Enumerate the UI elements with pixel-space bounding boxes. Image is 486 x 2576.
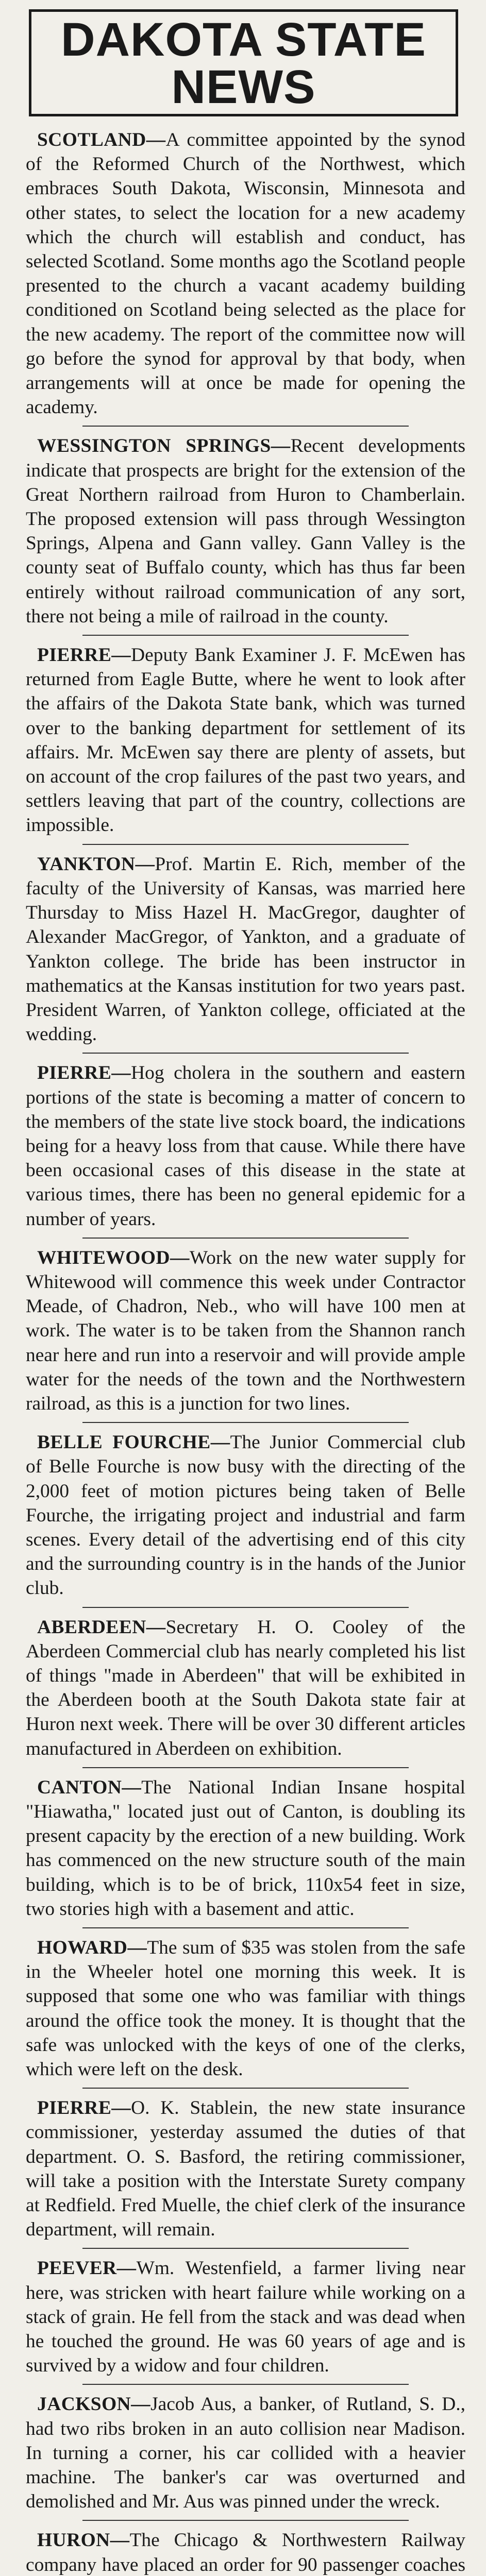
section-masthead bbox=[29, 9, 458, 116]
news-body: Deputy Bank Examiner J. F. McEwen has returned from Eagle Butte, where he went to look after the affairs of the Dakota State bank, which was turned over to the banking department for settlement of its affairs. Mr. McEwen say there are plenty of assets, but on account of the crop failures of the past two years, and settlers leaving that part of the country, collections are impossible. bbox=[26, 645, 465, 836]
news-body: Work on the new water supply for Whitewood will commence this week under Contractor Meade, of Chadron, Neb., who will have 100 men at work. The water is to be taken from the Shannon ranch near here and run into a reservoir and will provide ample water for the needs of the town and the Northwestern railroad, as this is a junction for two lines. bbox=[26, 1247, 465, 1414]
item-divider bbox=[82, 426, 409, 427]
news-item bbox=[26, 1775, 465, 1921]
item-divider bbox=[82, 1767, 409, 1768]
item-divider bbox=[82, 1422, 409, 1423]
news-body: The Junior Commercial club of Belle Fourche is now busy with the directing of the 2,000 feet of motion pictures being taken of Belle Fourche, the irrigating project and industrial and farm scenes. Every detail of the advertising end of this city and the surrounding country is in the hands of the Junior club. bbox=[26, 1432, 466, 1599]
news-item bbox=[26, 1061, 465, 1231]
item-divider bbox=[82, 1238, 409, 1239]
news-item bbox=[26, 1246, 465, 1416]
news-body: Jacob Aus, a banker, of Rutland, S. D., had two ribs broken in an auto collision near Madison. In turning a corner, his car collided with a heavier machine. The banker's car was overturned and demolished and Mr. Aus was pinned under the wreck. bbox=[26, 2394, 465, 2513]
news-item bbox=[26, 852, 465, 1047]
item-divider bbox=[82, 2088, 409, 2089]
news-body: Prof. Martin E. Rich, member of the faculty of the University of Kansas, was married here Thursday to Miss Hazel H. MacGregor, daughter of Alexander MacGregor, of Yankton, and a graduate of Yankton college. The bride has been instructor in mathematics at the Kansas institution for two years past. President Warren, of Yankton college, officiated at the wedding. bbox=[26, 853, 465, 1045]
news-body: The National Indian Insane hospital "Hiawatha," located just out of Canton, is doubling its present capacity by the erection of a new building. Work has commenced on the new structure south of the main building, which is to be of brick, 110x54 feet in size, two stories high with a basement and attic. bbox=[26, 1776, 465, 1920]
item-divider bbox=[82, 1607, 409, 1608]
news-dateline: WESSINGTON SPRINGS— bbox=[37, 435, 291, 457]
news-dateline: PIERRE— bbox=[37, 645, 131, 666]
news-item bbox=[26, 2096, 465, 2242]
news-item bbox=[26, 1615, 465, 1761]
news-dateline: PEEVER— bbox=[37, 2258, 137, 2279]
news-dateline: WHITEWOOD— bbox=[37, 1247, 190, 1268]
news-dateline: PIERRE— bbox=[37, 1062, 131, 1084]
item-divider bbox=[82, 844, 409, 845]
news-body: O. K. Stablein, the new state insurance commissioner, yesterday assumed the duties of that department. O. S. Basford, the retiring commissioner, will take a position with the Interstate Surety company at Redfield. Fred Muelle, the chief clerk of the insurance department, will remain. bbox=[26, 2097, 465, 2241]
news-dateline: SCOTLAND— bbox=[37, 129, 166, 150]
item-divider bbox=[82, 2384, 409, 2385]
news-item bbox=[26, 434, 465, 629]
item-divider bbox=[82, 2248, 409, 2249]
news-item bbox=[26, 643, 465, 838]
news-item bbox=[26, 128, 465, 419]
news-dateline: HURON— bbox=[37, 2530, 130, 2551]
news-body: Wm. Westenfield, a farmer living near here, was stricken with heart failure while working on a stack of grain. He fell from the stack and was dead when he touched the ground. He was 60 years of age and is survived by a widow and four children. bbox=[26, 2258, 465, 2377]
news-item bbox=[26, 2256, 465, 2378]
news-body: The sum of $35 was stolen from the safe in the Wheeler hotel one morning this week. It is supposed that some one who was familiar with things around the office took the money. It is thought that the safe was unlocked with the keys of one of the clerks, which were left on the desk. bbox=[26, 1937, 465, 2080]
item-divider bbox=[82, 635, 409, 636]
news-body: Recent developments indicate that prospects are bright for the extension of the Great Northern railroad from Huron to Chamberlain. The proposed extension will pass through Wessington Springs, Alpena and Gann valley. Gann Valley is the county seat of Buffalo county, which has thus far been entirely without railroad communication of any sort, there not being a mile of railroad in the county. bbox=[26, 435, 465, 627]
news-body: A committee appointed by the synod of the Reformed Church of the Northwest, which embraces South Dakota, Wisconsin, Minnesota and other states, to select the location for a new academy which the church will establish and conduct, has selected Scotland. Some months ago the Scotland people presented to the church a vacant academy building conditioned on Scotland being selected as the place for the new academy. The report of the committee now will go before the synod for approval by that body, when arrangements will at once be made for opening the academy. bbox=[26, 129, 465, 418]
item-divider bbox=[82, 1053, 409, 1054]
news-dateline: CANTON— bbox=[37, 1776, 142, 1798]
item-divider bbox=[82, 1927, 409, 1928]
news-body: Hog cholera in the southern and eastern portions of the state is becoming a matter of concern to the members of the state live stock board, the indications being for a heavy loss from that cause. While there have been occasional cases of this disease in the state at various times, there has been no general epidemic for a number of years. bbox=[26, 1062, 465, 1230]
news-item bbox=[26, 2392, 465, 2514]
news-dateline: ABERDEEN— bbox=[37, 1616, 166, 1638]
news-dateline: JACKSON— bbox=[37, 2394, 151, 2415]
item-divider bbox=[82, 2520, 409, 2521]
news-column bbox=[26, 128, 465, 2576]
news-dateline: PIERRE— bbox=[37, 2097, 131, 2119]
news-dateline: YANKTON— bbox=[37, 853, 155, 875]
news-dateline: HOWARD— bbox=[37, 1937, 147, 1959]
news-item bbox=[26, 2528, 465, 2576]
news-item bbox=[26, 1430, 465, 1600]
news-body: Secretary H. O. Cooley of the Aberdeen Commercial club has nearly completed his list of things "made in Aberdeen" that will be exhibited in the Aberdeen booth at the South Dakota state fair at Huron next week. There will be over 30 different articles manufactured in Aberdeen on exhibition. bbox=[26, 1616, 465, 1759]
news-dateline: BELLE FOURCHE— bbox=[37, 1432, 230, 1453]
news-body: The Chicago & Northwestern Railway company have placed an order for 90 passenger coaches bbox=[26, 2530, 465, 2575]
news-item bbox=[26, 1936, 465, 2081]
section-title: DAKOTA STATE NEWS bbox=[61, 13, 426, 113]
